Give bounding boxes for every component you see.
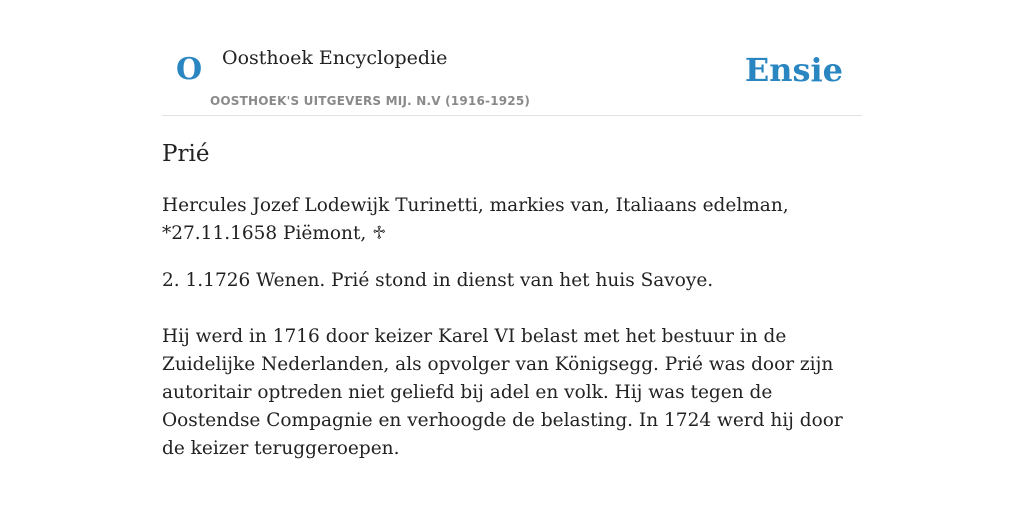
entry-paragraph: Hercules Jozef Lodewijk Turinetti, markies van, Italiaans edelman, *27.11.1658 Piëmont, ♱ xyxy=(162,195,789,244)
entry-content xyxy=(162,136,862,463)
publication-title-link[interactable]: Oosthoek Encyclopedie xyxy=(222,47,448,69)
header xyxy=(162,40,862,116)
entry-title: Prié xyxy=(162,141,210,167)
entry-paragraph: Hij werd in 1716 door keizer Karel VI belast met het bestuur in de Zuidelijke Nederlanden, als opvolger van Königsegg. Prié was door zijn autoritair optreden niet geliefd bij adel en volk. Hij was tegen de Oostendse Compagnie en verhoogde de belasting. In 1724 werd hij door de keizer teruggeroepen. xyxy=(162,326,843,459)
entry-paragraph: 2. 1.1726 Wenen. Prié stond in dienst van het huis Savoye. xyxy=(162,270,714,291)
ensie-brand-link[interactable]: Ensie xyxy=(744,51,843,89)
publisher-subtitle: OOSTHOEK'S UITGEVERS MIJ. N.V (1916-1925) xyxy=(210,94,531,108)
publication-logo[interactable]: O xyxy=(176,52,203,87)
